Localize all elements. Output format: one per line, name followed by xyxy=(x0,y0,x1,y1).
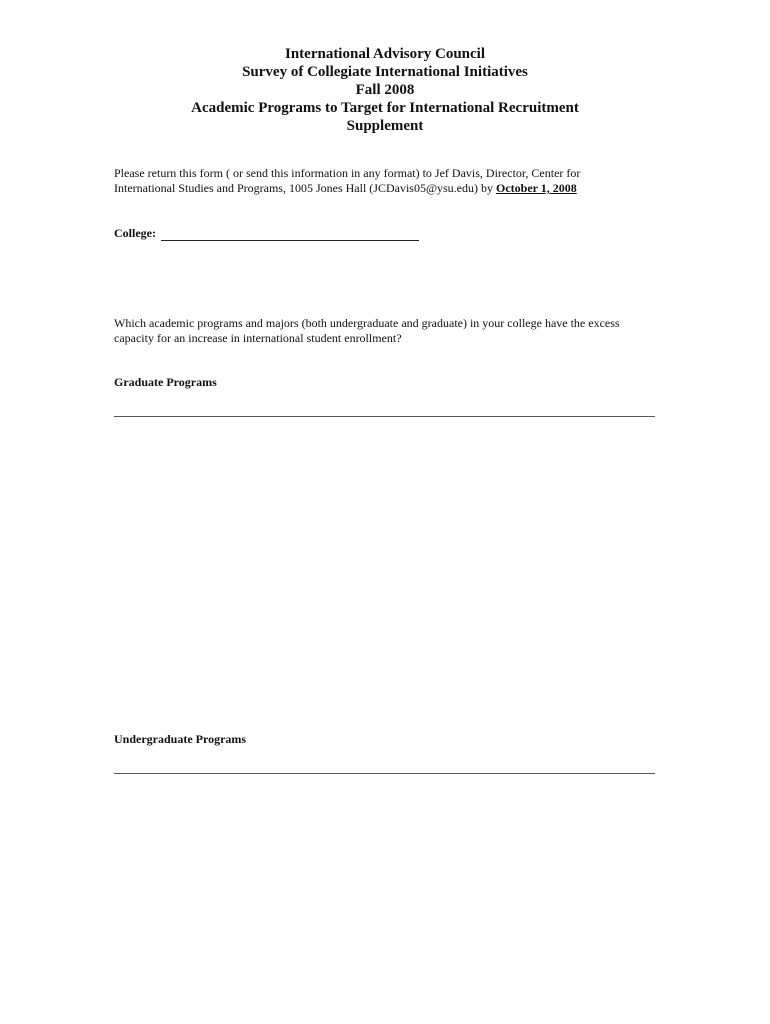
title-subject: Academic Programs to Target for International Recruitment xyxy=(191,100,579,116)
question-line-1: Which academic programs and majors (both undergraduate and graduate) in your college have the excess xyxy=(114,316,620,330)
college-input-line[interactable] xyxy=(161,228,419,241)
instructions-line-2: International Studies and Programs, 1005 Jones Hall (JCDavis05@ysu.edu) by xyxy=(114,181,497,195)
college-label: College: xyxy=(114,226,156,240)
instructions-line-1: Please return this form ( or send this information in any format) to Jef Davis, Director, Center for xyxy=(114,166,581,180)
question-text xyxy=(114,316,674,346)
college-field-row xyxy=(114,226,419,241)
title-term: Fall 2008 xyxy=(355,82,415,98)
title-council: International Advisory Council xyxy=(284,46,486,62)
graduate-programs-heading: Graduate Programs xyxy=(114,375,217,389)
title-survey: Survey of Collegiate International Initiatives xyxy=(242,64,528,80)
undergraduate-programs-answer-line[interactable] xyxy=(114,773,655,774)
return-instructions xyxy=(114,166,674,196)
undergraduate-programs-heading: Undergraduate Programs xyxy=(114,732,247,746)
deadline-date: October 1, 2008 xyxy=(496,181,577,195)
document-title xyxy=(0,45,770,135)
title-supplement: Supplement xyxy=(346,118,424,134)
question-line-2: capacity for an increase in international student enrollment? xyxy=(114,331,402,345)
graduate-programs-answer-line[interactable] xyxy=(114,416,655,417)
